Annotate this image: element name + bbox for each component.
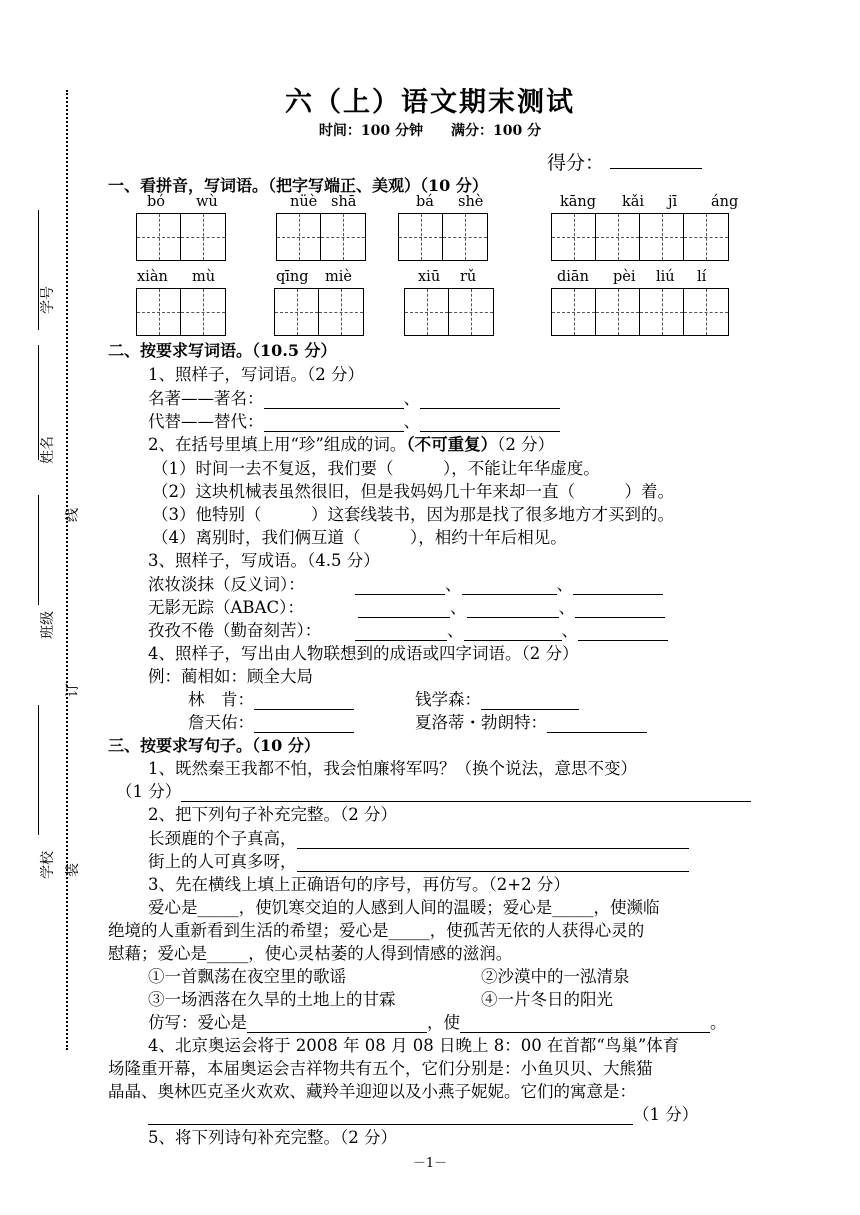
question-text: 2、把下列句子补充完整。（2 分） (148, 805, 397, 824)
grid-cell[interactable] (321, 214, 365, 260)
answer-blank[interactable] (573, 578, 663, 595)
grid-cell[interactable] (405, 289, 449, 335)
question-text: （3）他特别（ ）这套线装书，因为那是找了很多地方才买到的。 (152, 505, 674, 524)
section1-heading: 一、看拼音，写词语。（把字写端正、美观）（10 分） (108, 176, 488, 195)
grid-cell[interactable] (399, 214, 443, 260)
question-text: 3、照样子，写成语。（4.5 分） (148, 551, 380, 570)
example-text: 例：蔺相如：顾全大局 (148, 667, 313, 686)
question-score: （1 分） (116, 782, 182, 801)
binding-label-xuexiao: 学校 (40, 851, 56, 879)
pinyin-label: wù (196, 194, 218, 210)
answer-blank[interactable] (575, 601, 665, 618)
question-text: 街上的人可真多呀， (148, 852, 297, 871)
answer-blank[interactable] (358, 601, 450, 618)
question-line (116, 778, 751, 802)
writing-grid[interactable] (276, 213, 366, 261)
answer-blank[interactable] (464, 624, 562, 641)
grid-cell[interactable] (640, 214, 684, 260)
pinyin-label: rǔ (460, 269, 477, 285)
question-text: 代替——替代： (148, 412, 264, 431)
grid-cell[interactable] (277, 214, 321, 260)
answer-blank[interactable] (264, 392, 404, 409)
question-text: ，使 (427, 1013, 460, 1032)
answer-blanks: 、 、 (358, 594, 665, 618)
answer-blank[interactable] (355, 624, 447, 641)
question-text (148, 431, 554, 455)
answer-blank[interactable] (481, 693, 579, 710)
answer-blank[interactable] (420, 392, 560, 409)
writing-grid[interactable] (136, 288, 226, 336)
pinyin-label: kǎi (622, 194, 645, 210)
exam-subtitle: 时间：100 分钟 满分：100 分 (318, 123, 542, 139)
option-text: ①一首飘荡在夜空里的歌谣 (148, 967, 346, 986)
pinyin-label: xiū (418, 269, 441, 285)
answer-blank[interactable] (254, 716, 354, 733)
question-text: （1）时间一去不复返，我们要（ ），不能让年华虚度。 (152, 459, 600, 478)
page-title: 六（上）语文期末测试 (285, 87, 575, 118)
grid-cell[interactable] (596, 214, 640, 260)
question-text: 夏洛蒂・勃朗特： (415, 713, 547, 732)
grid-cell[interactable] (552, 289, 596, 335)
answer-blank[interactable] (578, 624, 668, 641)
writing-grid[interactable] (551, 288, 729, 336)
answer-blank[interactable] (355, 578, 445, 595)
binding-label-xingming: 姓名 (40, 436, 56, 464)
answer-blank[interactable] (297, 855, 689, 872)
grid-cell[interactable] (684, 289, 728, 335)
pinyin-label: bá (416, 194, 434, 210)
answer-blank[interactable] (420, 415, 560, 432)
binding-label-banji: 班级 (40, 611, 56, 639)
question-score: （2 分） (497, 435, 555, 454)
pinyin-label: pèi (613, 269, 636, 285)
binding-label-ding: 订 (65, 683, 81, 697)
question-text: 1、既然秦王我都不怕，我会怕廉将军吗？（换个说法，意思不变） (148, 759, 637, 778)
score-label: 得分： (547, 152, 605, 174)
score-field[interactable] (547, 148, 702, 175)
question-text: （4）离别时，我们俩互道（ ），相约十年后相见。 (152, 528, 567, 547)
paragraph-line: 爱心是_____，使饥寒交迫的人感到人间的温暖；爱心是_____，使濒临 (148, 898, 660, 917)
binding-label-xuehao: 学号 (40, 286, 56, 314)
grid-cell[interactable] (684, 214, 728, 260)
option-text: ②沙漠中的一泓清泉 (481, 967, 630, 986)
question-text: 仿写：爱心是 (148, 1013, 247, 1032)
binding-dotted-line (66, 90, 68, 1050)
binding-blank-xuexiao (38, 705, 39, 835)
pinyin-label: shā (331, 194, 357, 210)
question-text: 钱学森： (415, 690, 481, 709)
answer-blank[interactable] (181, 785, 751, 802)
question-line (188, 709, 354, 733)
answer-blank[interactable] (462, 578, 557, 595)
pinyin-label: áng (711, 194, 739, 210)
writing-grid[interactable] (274, 288, 364, 336)
grid-cell[interactable] (181, 214, 225, 260)
answer-blanks: 、 、 (355, 617, 668, 641)
pinyin-label: diān (557, 269, 589, 285)
binding-blank-banji (38, 495, 39, 605)
question-line: 名著——著名： 、 (148, 385, 560, 409)
question-text: 孜孜不倦（勤奋刻苦）： (148, 621, 322, 640)
question-text: 2、在括号里填上用“珍”组成的词。 (148, 435, 407, 454)
writing-grid[interactable] (404, 288, 494, 336)
question-text: 浓妆淡抹（反义词）： (148, 575, 305, 594)
paragraph-line: 绝境的人重新看到生活的希望；爱心是_____，使孤苦无依的人获得心灵的 (108, 921, 645, 940)
grid-cell[interactable] (137, 214, 181, 260)
answer-blank[interactable] (547, 716, 647, 733)
writing-grid[interactable] (136, 213, 226, 261)
question-line (148, 1009, 727, 1033)
question-text: 5、将下列诗句补充完整。（2 分） (148, 1128, 397, 1147)
answer-blanks: 、 、 (355, 571, 663, 595)
grid-cell[interactable] (449, 289, 493, 335)
grid-cell[interactable] (552, 214, 596, 260)
grid-cell[interactable] (275, 289, 319, 335)
answer-blank[interactable] (254, 693, 354, 710)
paragraph-line: 晶晶、奥林匹克圣火欢欢、藏羚羊迎迎以及小燕子妮妮。它们的寓意是： (108, 1082, 636, 1101)
score-blank[interactable] (610, 168, 702, 169)
pinyin-label: jī (668, 194, 678, 210)
answer-blank[interactable] (264, 415, 404, 432)
grid-cell[interactable] (137, 289, 181, 335)
pinyin-label: qīng (276, 269, 309, 285)
grid-cell[interactable] (319, 289, 363, 335)
question-text: （2）这块机械表虽然很旧，但是我妈妈几十年来却一直（ ）着。 (152, 482, 674, 501)
question-text: 林 肯： (188, 690, 254, 709)
option-text: ④一片冬日的阳光 (481, 990, 613, 1009)
binding-label-xian: 线 (65, 508, 81, 522)
question-line (148, 848, 689, 872)
paragraph-line: 场隆重开幕，本届奥运会吉祥物共有五个，它们分别是：小鱼贝贝、大熊猫 (108, 1059, 653, 1078)
question-text: 3、先在横线上填上正确语句的序号，再仿写。（2+2 分） (148, 875, 570, 894)
pinyin-label: xiàn (137, 269, 168, 285)
question-line (148, 1101, 698, 1125)
question-text: 1、照样子，写词语。（2 分） (148, 365, 364, 384)
writing-grid[interactable] (551, 213, 729, 261)
paragraph-line: 4、北京奥运会将于 2008 年 08 月 08 日晚上 8：00 在首都“鸟巢”体育 (148, 1036, 680, 1055)
answer-blank[interactable] (297, 832, 689, 849)
question-line (415, 686, 579, 710)
question-text: 无影无踪（ABAC）： (148, 598, 304, 617)
question-score: （1 分） (633, 1105, 699, 1124)
question-emphasis: （不可重复） (406, 435, 498, 454)
section3-heading: 三、按要求写句子。（10 分） (108, 736, 320, 755)
pinyin-label: nüè (290, 194, 318, 210)
pinyin-label: lí (697, 269, 707, 285)
pinyin-label: mù (192, 269, 216, 285)
pinyin-label: liú (656, 269, 675, 285)
pinyin-label: bó (147, 194, 166, 210)
pinyin-label: shè (458, 194, 484, 210)
answer-blank[interactable] (247, 1016, 427, 1033)
pinyin-label: miè (325, 269, 352, 285)
grid-cell[interactable] (596, 289, 640, 335)
grid-cell[interactable] (443, 214, 487, 260)
section2-heading: 二、按要求写词语。（10.5 分） (108, 341, 337, 360)
grid-cell[interactable] (181, 289, 225, 335)
answer-blank[interactable] (467, 601, 559, 618)
page-number: －1－ (412, 1156, 448, 1171)
question-text: 名著——著名： (148, 389, 264, 408)
question-line (415, 709, 647, 733)
paragraph-line: 慰藉；爱心是_____，使心灵枯萎的人得到情感的滋润。 (108, 944, 513, 963)
question-line (188, 686, 354, 710)
question-text: 长颈鹿的个子真高， (148, 829, 297, 848)
question-text: 4、照样子，写出由人物联想到的成语或四字词语。（2 分） (148, 644, 579, 663)
question-text: 。 (710, 1013, 727, 1032)
question-text: 詹天佑： (188, 713, 254, 732)
question-line (148, 825, 689, 849)
option-text: ③一场洒落在久旱的土地上的甘霖 (148, 990, 396, 1009)
writing-grid[interactable] (398, 213, 488, 261)
question-line: 代替——替代： 、 (148, 408, 560, 432)
grid-cell[interactable] (640, 289, 684, 335)
pinyin-label: kāng (560, 194, 597, 210)
binding-label-zhuang: 装 (65, 863, 81, 877)
answer-blank[interactable] (148, 1108, 633, 1125)
answer-blank[interactable] (460, 1016, 710, 1033)
